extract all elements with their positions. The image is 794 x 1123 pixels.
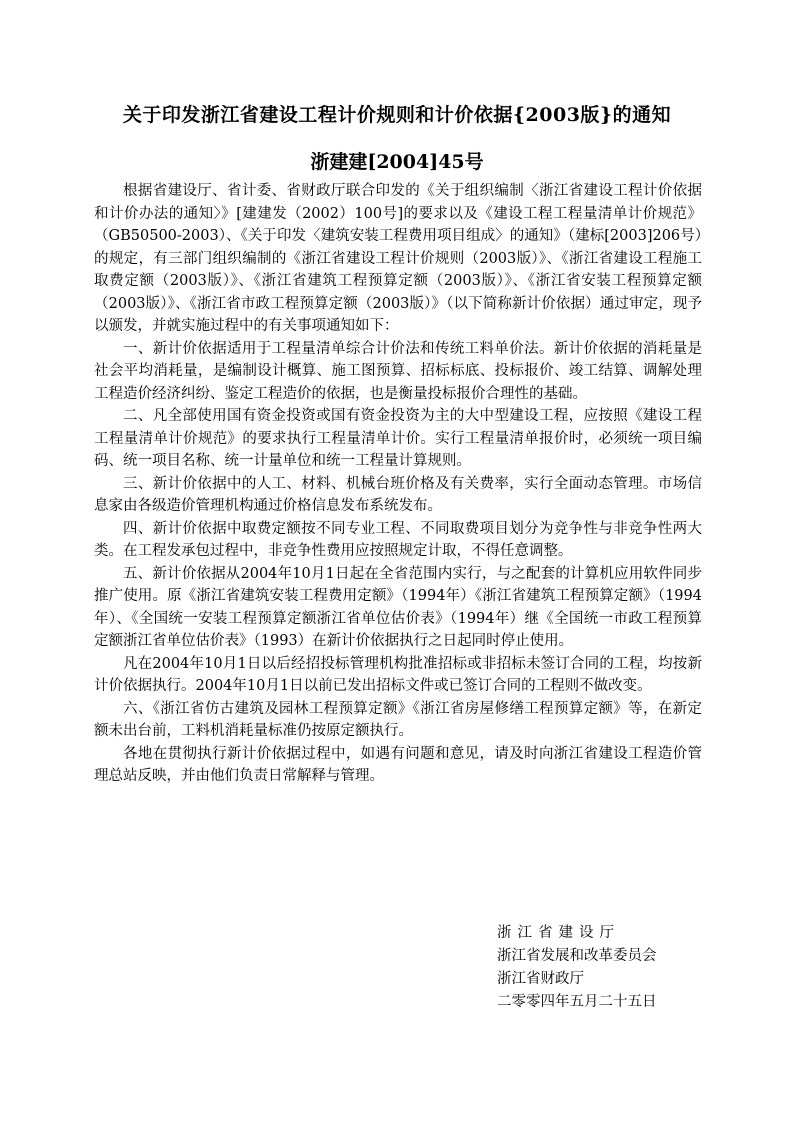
signature-org-construction: 浙江省建设厅 (497, 925, 620, 941)
signature-date: 二零零四年五月二十五日 (497, 994, 657, 1010)
document-body (94, 180, 702, 788)
signature-org-finance: 浙江省财政厅 (497, 971, 584, 987)
document-title: 关于印发浙江省建设工程计价规则和计价依据{2003版}的通知 (122, 104, 672, 126)
paragraph-item-1: 一、新计价依据适用于工程量清单综合计价法和传统工料单价法。新计价依据的消耗量是社会平均消耗量，是编制设计概算、施工图预算、招标标底、投标报价、竣工结算、调解处理工程造价经济纠纷、鉴定工程造价的依据，也是衡量投标报价合理性的基础。 (94, 340, 702, 402)
paragraph-item-5-note: 凡在2004年10月1日以后经招投标管理机构批准招标或非招标未签订合同的工程，均按新计价依据执行。2004年10月1日以前已发出招标文件或已签订合同的工程则不做改变。 (94, 655, 702, 694)
paragraph-item-3: 三、新计价依据中的人工、材料、机械台班价格及有关费率，实行全面动态管理。市场信息家由各级造价管理机构通过价格信息发布系统发布。 (94, 475, 702, 514)
paragraph-item-2: 二、凡全部使用国有资金投资或国有资金投资为主的大中型建设工程，应按照《建设工程工程量清单计价规范》的要求执行工程量清单计价。实行工程量清单报价时，必须统一项目编码、统一项目名称、统一计量单位和统一工程量计算规则。 (94, 408, 702, 469)
paragraph-intro: 根据省建设厅、省计委、省财政厅联合印发的《关于组织编制〈浙江省建设工程计价依据和计价办法的通知〉》[建建发（2002）100号]的要求以及《建设工程工程量清单计价规范》（GB50500-2003）、《关于印发〈建筑安装工程费用项目组成〉的通知》（建标[2003]206号）的规定，有三部门组织编制的《浙江省建设工程计价规则（2003版）》、《浙江省建设工程施工取费定额（2003版）》、《浙江省建筑工程预算定额（2003版）》、《浙江省安装工程预算定额（2003版）》、《浙江省市政工程预算定额（2003版）》（以下简称新计价依据）通过审定，现予以颁发，并就实施过程中的有关事项通知如下： (94, 183, 702, 334)
document-number: 浙建建[2004]45号 (310, 151, 484, 173)
paragraph-item-6: 六、《浙江省仿古建筑及园林工程预算定额》《浙江省房屋修缮工程预算定额》等，在新定额未出台前，工料机消耗量标准仍按原定额执行。 (94, 700, 702, 739)
signature-org-development: 浙江省发展和改革委员会 (497, 948, 657, 964)
paragraph-item-4: 四、新计价依据中取费定额按不同专业工程、不同取费项目划分为竞争性与非竞争性两大类。在工程发承包过程中，非竞争性费用应按照规定计取，不得任意调整。 (94, 520, 702, 559)
paragraph-closing: 各地在贯彻执行新计价依据过程中，如遇有问题和意见，请及时向浙江省建设工程造价管理总站反映，并由他们负责日常解释与管理。 (94, 745, 702, 784)
paragraph-item-5: 五、新计价依据从2004年10月1日起在全省范围内实行，与之配套的计算机应用软件同步推广使用。原《浙江省建筑安装工程费用定额》（1994年）《浙江省建筑工程预算定额》（1994年）、《全国统一安装工程预算定额浙江省单位估价表》（1994年）继《全国统一市政工程预算定额浙江省单位估价表》（1993）在新计价依据执行之日起同时停止使用。 (94, 565, 702, 649)
signature-block (497, 922, 657, 1014)
